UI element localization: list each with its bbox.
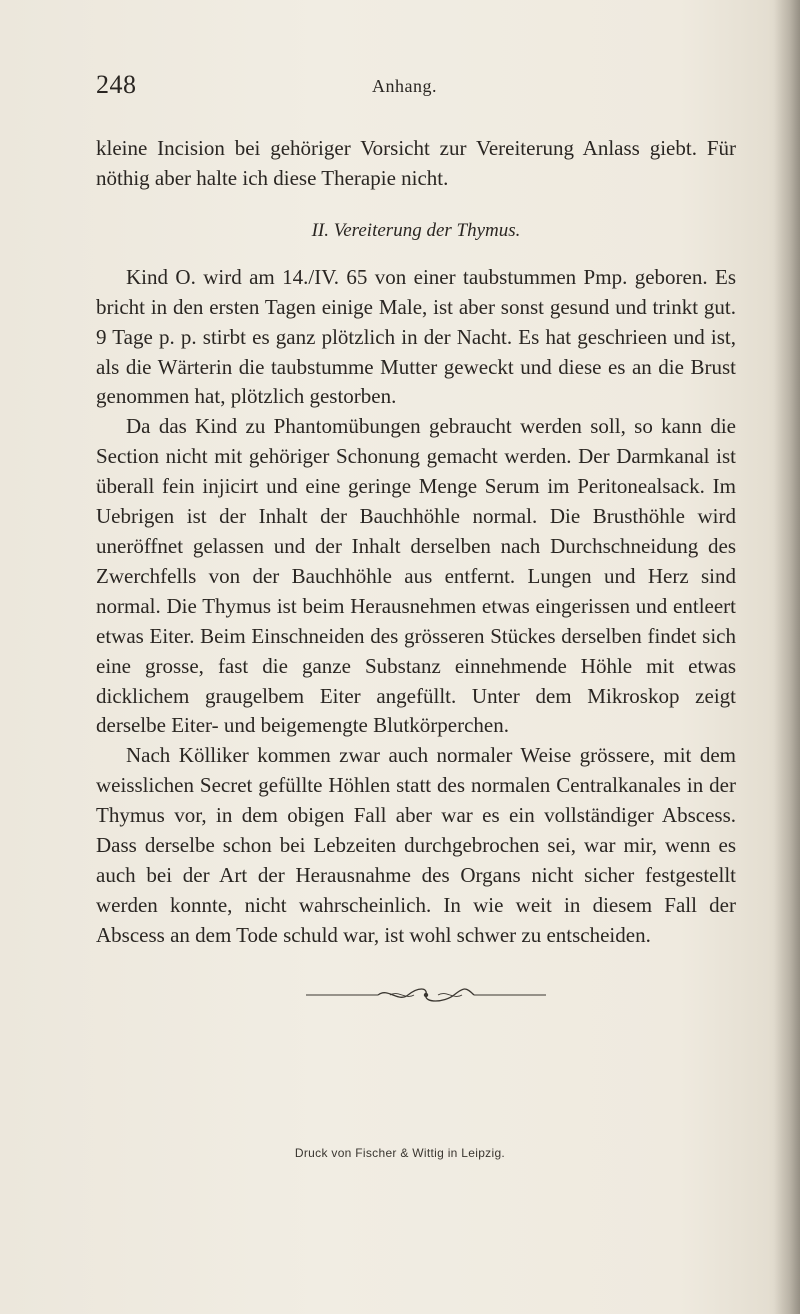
continuation-paragraph: kleine Incision bei gehöriger Vorsicht zur Vereiterung Anlass giebt. Für nöthig aber halte ich diese Therapie nicht. [96, 136, 736, 190]
main-text [96, 134, 736, 951]
paragraph-section-findings: Da das Kind zu Phantomübungen gebraucht werden soll, so kann die Section nicht mit gehöriger Schonung gemacht werden. Der Darmkanal ist überall fein injicirt und eine geringe Menge Serum im Peritonealsack. Im Uebrigen ist der Inhalt der Bauchhöhle normal. Die Brusthöhle wird uneröffnet gelassen und der Inhalt derselben nach Durchschneidung des Zwerchfells von der Bauchhöhle aus entfernt. Lungen und Herz sind normal. Die Thymus ist beim Herausnehmen etwas eingerissen und entleert etwas Eiter. Beim Einschneiden des grösseren Stückes derselben findet sich eine grosse, fast die ganze Substanz einnehmende Höhle mit etwas dicklichem graugelbem Eiter angefüllt. Unter dem Mikroskop zeigt derselbe Eiter- und beigemengte Blutkörperchen. [96, 414, 736, 738]
paragraph-case-report: Kind O. wird am 14./IV. 65 von einer taubstummen Pmp. geboren. Es bricht in den ersten Tagen einige Male, ist aber sonst gesund und trinkt gut. 9 Tage p. p. stirbt es ganz plötzlich in der Nacht. Es hat geschrieen und ist, als die Wärterin die taubstumme Mutter geweckt und diese es an die Brust genommen hat, plötzlich gestorben. [96, 264, 736, 409]
running-head: Anhang. [372, 76, 437, 96]
page-edge-shadow [774, 0, 800, 1314]
printer-imprint: Druck von Fischer & Wittig in Leipzig. [294, 1146, 506, 1160]
page-number: 248 [96, 70, 137, 99]
section-heading: II. Vereiterung der Thymus. [311, 219, 521, 241]
paragraph-discussion: Nach Kölliker kommen zwar auch normaler Weise grössere, mit dem weisslichen Secret gefüllte Höhlen statt des normalen Centralkanales in der Thymus vor, in dem obigen Fall aber war es ein vollständiger Abscess. Dass derselbe schon bei Lebzeiten durchgebrochen sei, war mir, wenn es auch bei der Art der Herausnahme des Organs nicht sicher festgestellt werden konnte, nicht wahrscheinlich. In wie weit in diesem Fall der Abscess an dem Tode schuld war, ist wohl schwer zu entscheiden. [96, 743, 736, 947]
ornament-divider [306, 985, 546, 1005]
page-header [96, 70, 736, 110]
